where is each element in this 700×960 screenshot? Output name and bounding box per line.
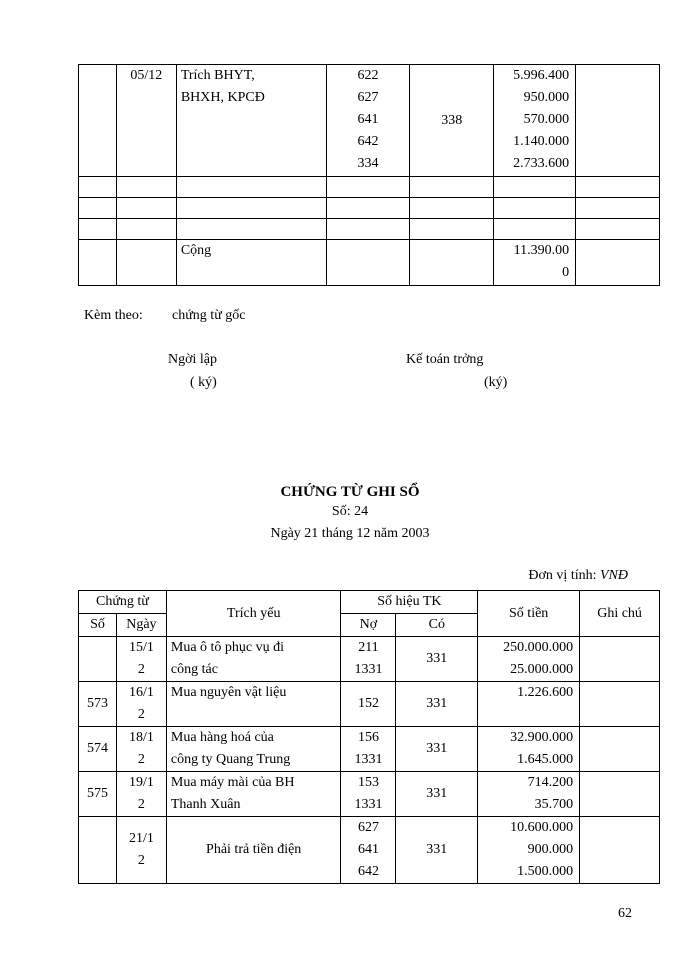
debit-account: 156 (357, 730, 379, 745)
header-credit: Có (396, 614, 478, 637)
debit-account: 1331 (354, 797, 383, 812)
voucher-title: CHỨNG TỪ GHI SỔ (280, 484, 420, 500)
row-desc-line: Mua nguyên vật liệu (170, 685, 287, 700)
debit-account: 642 (357, 134, 379, 149)
amount: 1.226.600 (517, 685, 574, 700)
row-day: 2 (137, 707, 145, 722)
debit-account: 641 (357, 112, 379, 127)
currency-unit (528, 568, 628, 584)
amount: 10.600.000 (510, 820, 574, 835)
debit-account: 627 (357, 90, 379, 105)
amount: 32.900.000 (510, 730, 574, 745)
row-no (79, 817, 117, 884)
debit-account: 211 (358, 640, 379, 655)
debit-account: 642 (357, 864, 379, 879)
table-row (79, 637, 660, 682)
row-day: 19/1 (128, 775, 154, 790)
accountant-title: Kế toán trởng (406, 352, 484, 367)
credit-account: 331 (396, 637, 478, 682)
attach-label: Kèm theo: (84, 308, 143, 323)
debit-account: 152 (341, 682, 396, 727)
ledger-continuation-table (78, 64, 660, 286)
table-row (79, 772, 660, 817)
header-row (79, 591, 660, 614)
preparer-title: Ngời lập (168, 352, 218, 367)
row-date: 05/12 (116, 65, 176, 177)
row-day: 15/1 (128, 640, 154, 655)
table-row (79, 65, 660, 177)
amount: 900.000 (527, 842, 574, 857)
debit-account: 641 (357, 842, 379, 857)
voucher-date: Ngày 21 tháng 12 năm 2003 (270, 526, 430, 541)
header-desc: Trích yếu (166, 591, 341, 637)
table-row (79, 682, 660, 727)
credit-account: 338 (410, 65, 494, 177)
amount: 1.645.000 (517, 752, 574, 767)
row-day: 21/1 (128, 831, 154, 846)
row-no: 573 (79, 682, 117, 727)
header-day: Ngày (116, 614, 166, 637)
total-amount: 11.390.00 (513, 243, 570, 258)
row-desc-line: Phải trả tiền điện (166, 817, 341, 884)
total-row (79, 240, 660, 286)
header-voucher: Chứng từ (79, 591, 167, 614)
amount: 714.200 (527, 775, 574, 790)
debit-account: 153 (357, 775, 379, 790)
amount: 5.996.400 (513, 68, 570, 83)
row-no: 574 (79, 727, 117, 772)
preparer-sign: ( ký) (190, 375, 217, 390)
header-no: Số (79, 614, 117, 637)
row-desc-line: công tác (170, 662, 218, 677)
amount: 2.733.600 (513, 156, 570, 171)
header-account: Số hiệu TK (341, 591, 478, 614)
credit-account: 331 (396, 727, 478, 772)
row-desc-line: BHXH, KPCĐ (180, 90, 265, 105)
credit-account: 331 (396, 817, 478, 884)
debit-account: 1331 (354, 662, 383, 677)
total-label: Cộng (176, 240, 326, 286)
row-no: 575 (79, 772, 117, 817)
attach-value: chứng từ gốc (172, 308, 246, 323)
amount: 570.000 (523, 112, 570, 127)
row-desc-line: công ty Quang Trung (170, 752, 291, 767)
header-debit: Nợ (341, 614, 396, 637)
page-number: 62 (618, 906, 632, 921)
unit-value: VNĐ (600, 568, 628, 583)
row-desc-line: Mua ô tô phục vụ đi (170, 640, 285, 655)
row-day: 2 (137, 853, 145, 868)
row-desc-line: Mua hàng hoá của (170, 730, 274, 745)
debit-account: 1331 (354, 752, 383, 767)
table-row (79, 817, 660, 884)
row-day: 16/1 (128, 685, 154, 700)
amount: 25.000.000 (510, 662, 574, 677)
amount: 35.700 (534, 797, 574, 812)
debit-account: 622 (357, 68, 379, 83)
amount: 950.000 (523, 90, 570, 105)
empty-row (79, 177, 660, 198)
row-day: 18/1 (128, 730, 154, 745)
row-desc-line: Thanh Xuân (170, 797, 241, 812)
total-amount: 0 (562, 265, 570, 280)
row-day: 2 (137, 662, 145, 677)
row-desc-line: Trích BHYT, (180, 68, 255, 83)
row-desc-line: Mua máy mài của BH (170, 775, 295, 790)
empty-row (79, 219, 660, 240)
header-note: Ghi chú (580, 591, 660, 637)
row-no (79, 637, 117, 682)
table-row (79, 727, 660, 772)
row-day: 2 (137, 797, 145, 812)
unit-label: Đơn vị tính: (528, 568, 597, 583)
row-day: 2 (137, 752, 145, 767)
debit-account: 627 (357, 820, 379, 835)
empty-row (79, 198, 660, 219)
debit-account: 334 (357, 156, 379, 171)
credit-account: 331 (396, 682, 478, 727)
accountant-sign: (ký) (484, 375, 508, 390)
credit-account: 331 (396, 772, 478, 817)
voucher-table (78, 590, 660, 884)
amount: 1.140.000 (513, 134, 570, 149)
amount: 1.500.000 (517, 864, 574, 879)
amount: 250.000.000 (503, 640, 574, 655)
voucher-number: Số: 24 (331, 504, 369, 519)
header-amount: Số tiền (478, 591, 580, 637)
